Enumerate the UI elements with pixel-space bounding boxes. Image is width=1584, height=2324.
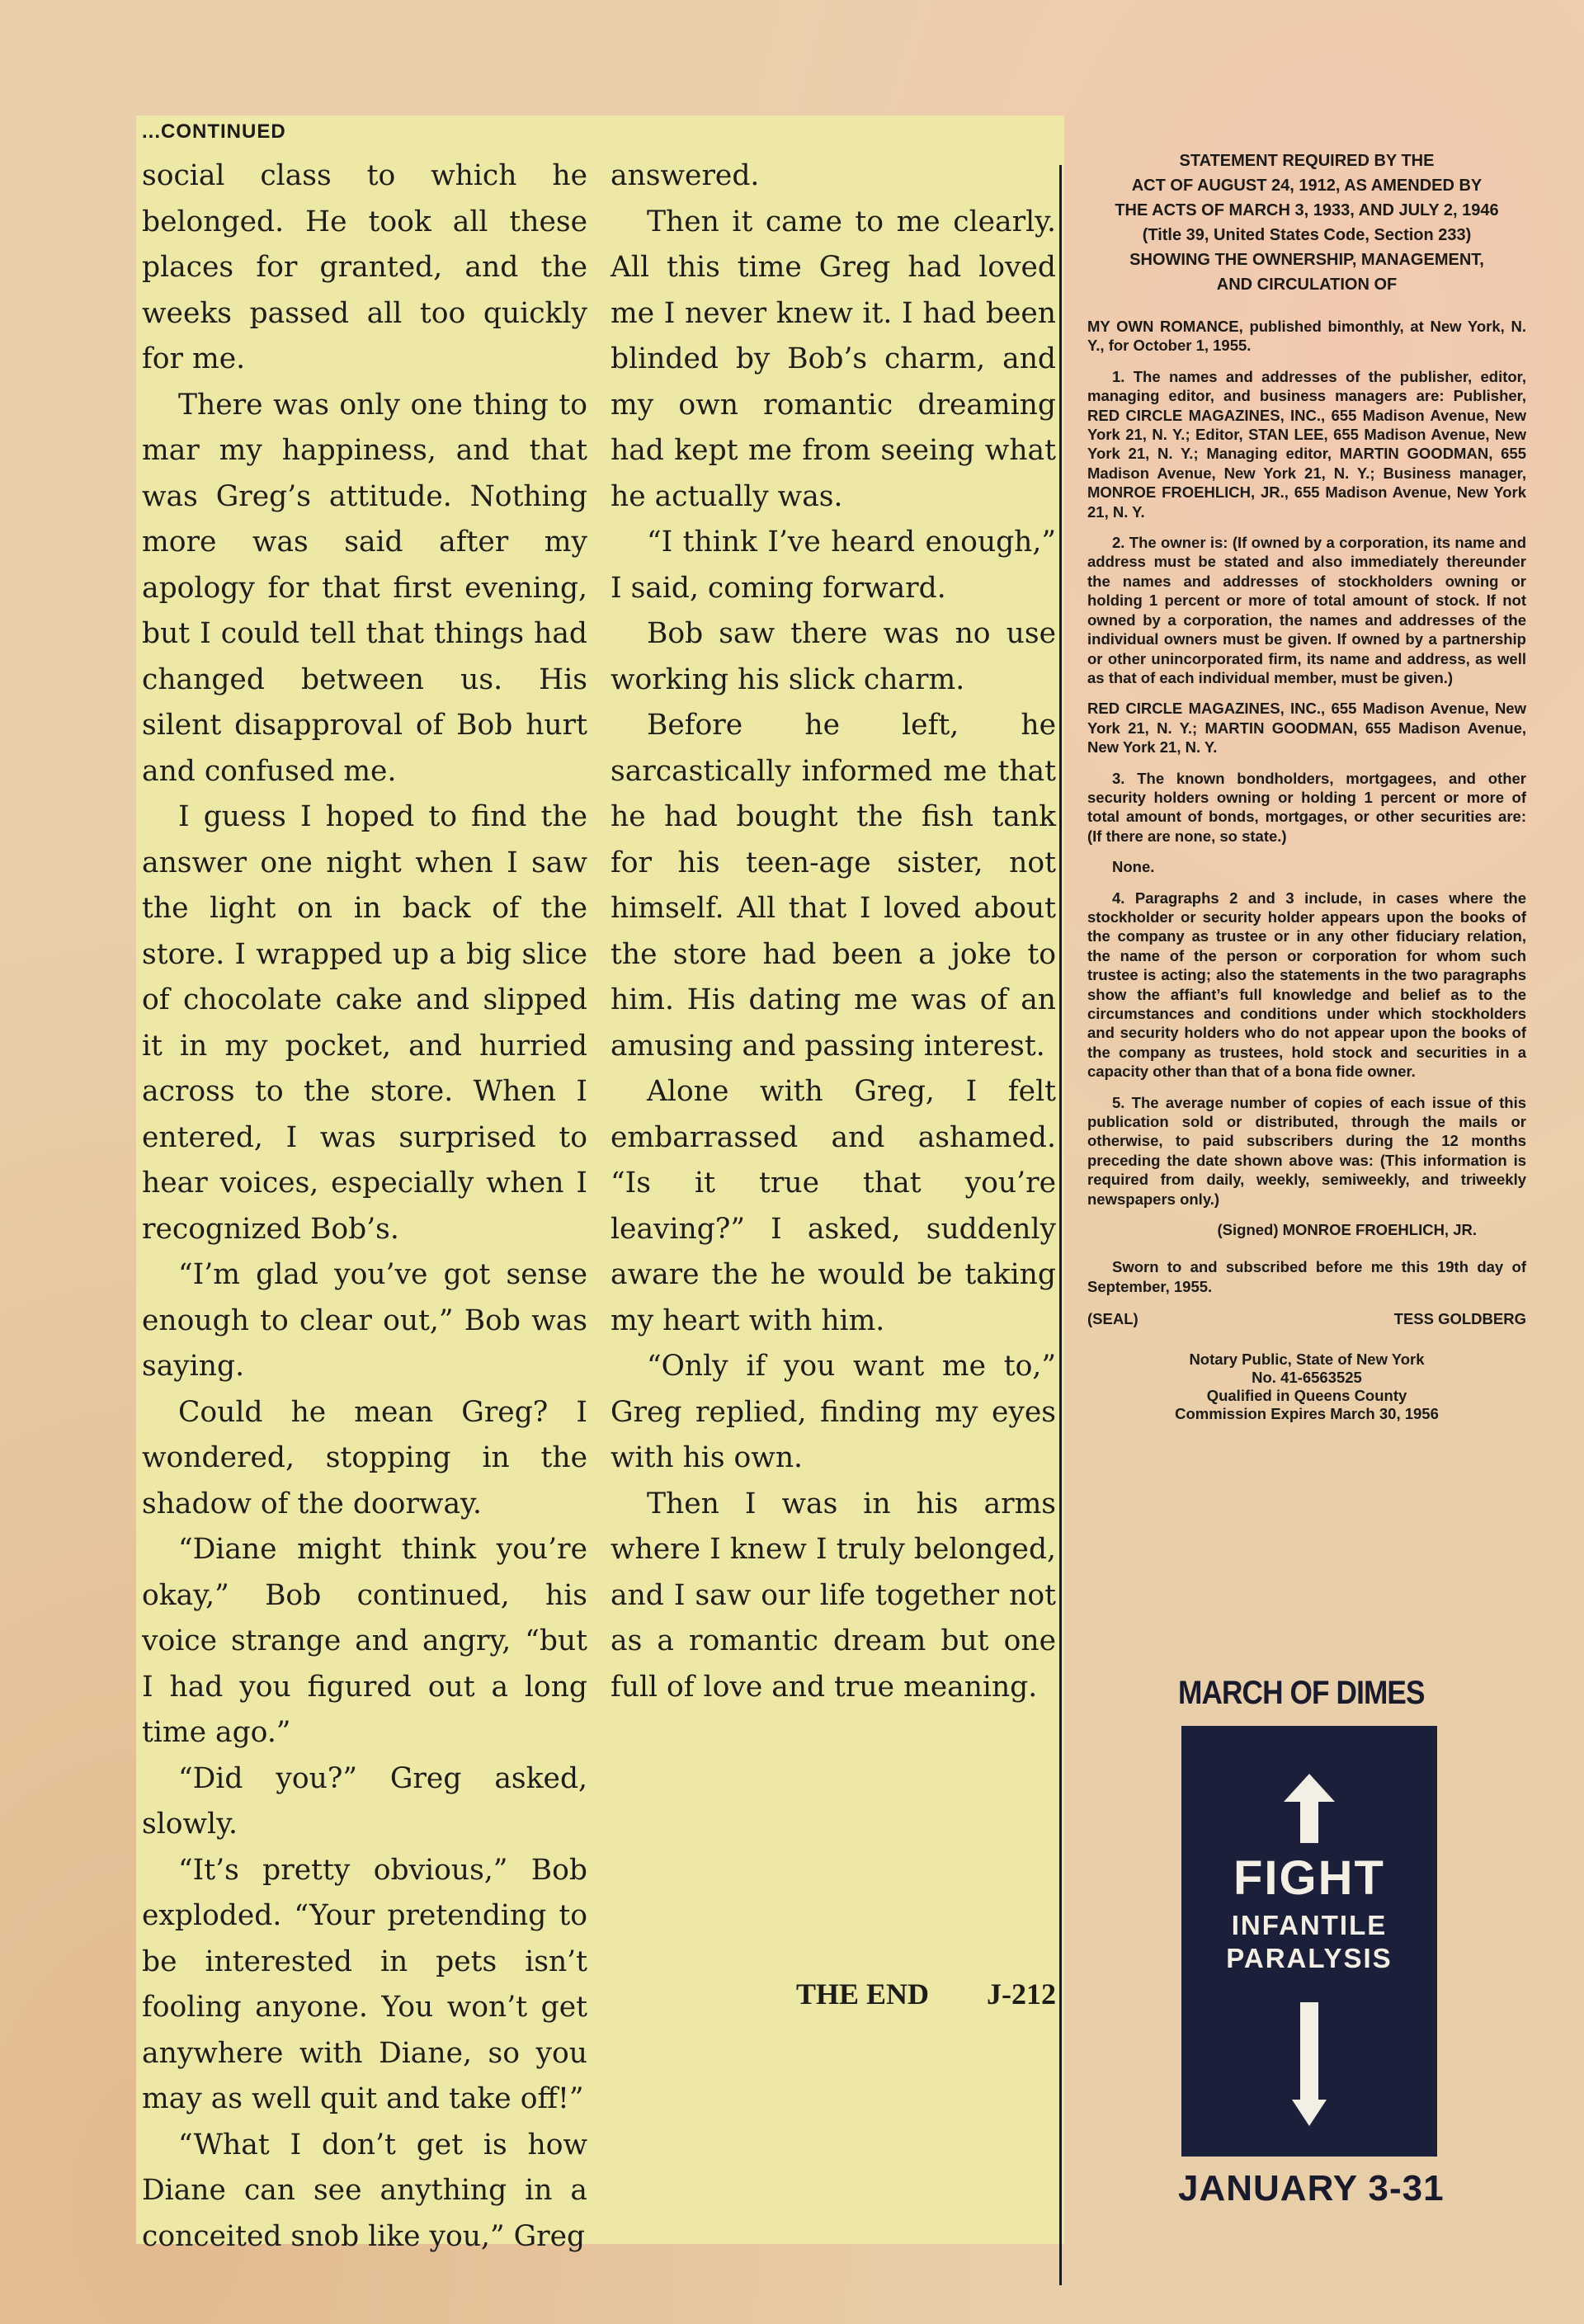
statement-sworn: Sworn to and subscribed before me this 19th day of September, 1955.: [1087, 1258, 1526, 1295]
notary-block: [1087, 1351, 1526, 1423]
ownership-statement: [1087, 148, 1526, 1423]
statement-heading: [1087, 148, 1526, 297]
notary-line: Notary Public, State of New York: [1189, 1350, 1425, 1368]
heading-line: AND CIRCULATION OF: [1216, 276, 1398, 294]
statement-none: None.: [1112, 858, 1155, 876]
up-arrow-icon: [1284, 1774, 1335, 1843]
seal-label: (SEAL): [1087, 1310, 1138, 1328]
heading-line: SHOWING THE OWNERSHIP, MANAGEMENT,: [1129, 251, 1484, 269]
story-column-2: [610, 153, 1056, 1710]
seal-row: [1087, 1309, 1526, 1328]
heading-line: (Title 39, United States Code, Section 233): [1142, 226, 1472, 244]
paragraph: “Did you?” Greg asked, slowly.: [142, 1761, 587, 1841]
notary-line: Commission Expires March 30, 1956: [1175, 1404, 1439, 1422]
ad-subtitle: [1181, 1909, 1437, 1975]
statement-owner: RED CIRCLE MAGAZINES, INC., 655 Madison Avenue, New York 21, N. Y.; MARTIN GOODMAN, 655 Madison Avenue, New York 21, N. Y.: [1087, 700, 1526, 757]
story-code: J-212: [987, 1978, 1056, 2011]
notary-line: Qualified in Queens County: [1206, 1386, 1407, 1404]
march-of-dimes-date: JANUARY 3-31: [1178, 2168, 1445, 2209]
statement-intro: MY OWN ROMANCE, published bimonthly, at New York, N. Y., for October 1, 1955.: [1087, 318, 1526, 355]
paragraph: Could he mean Greg? I wondered, stopping in the shadow of the doorway.: [142, 1395, 587, 1520]
statement-item-4: 4. Paragraphs 2 and 3 include, in cases where the stockholder or security holder appears upon the books of the company as trustee or in any other fiduciary relation, the name of the person or corporation for whom such trustee is acting; also the statements in the two paragraphs show the affiant’s full knowledge and belief as to the circumstances and conditions under which stockholders and security holders who do not appear upon the books of the company as trustees, hold stock and securities in a capacity other than that of a bona fide owner.: [1087, 889, 1526, 1081]
paragraph: “Diane might think you’re okay,” Bob continued, his voice strange and angry, “but I had you figured out a long time ago.”: [142, 1533, 587, 1749]
heading-line: STATEMENT REQUIRED BY THE: [1179, 152, 1435, 170]
paragraph: Bob saw there was no use working his slick charm.: [610, 617, 1056, 696]
march-of-dimes-title: MARCH OF DIMES: [1178, 1675, 1425, 1711]
statement-item-1: 1. The names and addresses of the publisher, editor, managing editor, and business managers are: Publisher, RED CIRCLE MAGAZINES, INC., 655 Madison Avenue, New York 21, N. Y.; Editor, STAN LEE, 655 Madison Avenue, New York 21, N. Y.; Managing editor, MARTIN GOODMAN, 655 Madison Avenue, New York 21, N. Y.; Business manager, MONROE FROEHLICH, JR., 655 Madison Avenue, New York 21, N. Y.: [1087, 367, 1526, 521]
story-end: [610, 1977, 1056, 2011]
paragraph: Then I was in his arms where I knew I truly belonged, and I saw our life together not as a romantic dream but one full of love and true meaning.: [610, 1487, 1056, 1704]
paragraph: Then it came to me clearly. All this time Greg had loved me I never knew it. I had been blinded by Bob’s charm, and my own romantic dreaming had kept me from seeing what he actually was.: [610, 205, 1056, 513]
notary-line: No. 41-6563525: [1252, 1368, 1362, 1386]
statement-item-5: 5. The average number of copies of each issue of this publication sold or distributed, through the mails or otherwise, to paid subscribers during the 12 months preceding the date shown above was: (This information is required from daily, weekly, semiweekly, and triweekly newspapers only.): [1087, 1093, 1526, 1208]
notary-name: TESS GOLDBERG: [1393, 1310, 1526, 1328]
heading-line: THE ACTS OF MARCH 3, 1933, AND JULY 2, 1946: [1115, 201, 1499, 219]
paragraph: answered.: [610, 159, 760, 192]
paragraph: social class to which he belonged. He took all these places for granted, and the weeks passed all too quickly for me.: [142, 159, 587, 375]
paragraph: There was only one thing to mar my happiness, and that was Greg’s attitude. Nothing more was said after my apology for that first evening, but I could tell that things had changed between us. His silent disapproval of Bob hurt and confused me.: [142, 388, 587, 788]
story-column-1: [142, 153, 587, 2260]
continued-label: ...CONTINUED: [142, 120, 286, 143]
column-divider: [1059, 165, 1062, 2285]
paragraph: “Only if you want me to,” Greg replied, finding my eyes with his own.: [610, 1350, 1056, 1474]
paragraph: Before he left, he sarcastically informed me that he had bought the fish tank for his teen-age sister, not himself. All that I loved about the store had been a joke to him. His dating me was of an amusing and passing interest.: [610, 709, 1056, 1063]
statement-item-3: 3. The known bondholders, mortgagees, and other security holders owning or holding 1 percent or more of total amount of bonds, mortgages, or other securities are: (If there are none, so state.): [1087, 769, 1526, 845]
paragraph: “I’m glad you’ve got sense enough to clear out,” Bob was saying.: [142, 1258, 587, 1383]
paragraph: “I think I’ve heard enough,” I said, coming forward.: [610, 526, 1056, 605]
statement-signature: (Signed) MONROE FROEHLICH, JR.: [1217, 1221, 1477, 1239]
paragraph: Alone with Greg, I felt embarrassed and ashamed. “Is it true that you’re leaving?” I asked, suddenly aware the he would be taking my heart with him.: [610, 1075, 1056, 1337]
fight-label: FIGHT: [1233, 1851, 1385, 1905]
paralysis-label: PARALYSIS: [1226, 1943, 1393, 1973]
paragraph: I guess I hoped to find the answer one night when I saw the light on in back of the store. I wrapped up a big slice of chocolate cake and slipped it in my pocket, and hurried across to the store. When I entered, I was surprised to hear voices, especially when I recognized Bob’s.: [142, 800, 587, 1246]
paragraph: “What I don’t get is how Diane can see anything in a conceited snob like you,” Greg: [142, 2128, 587, 2253]
statement-item-2: 2. The owner is: (If owned by a corporation, its name and address must be stated and also immediately thereunder the names and addresses of stockholders owning or holding 1 percent or more of total amount of stock. If not owned by a corporation, the names and addresses of the individual owners must be given. If owned by a partnership or other unincorporated firm, its name and address, as well as that of each individual member, must be given.): [1087, 534, 1526, 686]
heading-line: ACT OF AUGUST 24, 1912, AS AMENDED BY: [1131, 177, 1483, 195]
infantile-label: INFANTILE: [1231, 1910, 1388, 1940]
the-end-label: THE END: [795, 1978, 929, 2011]
down-arrow-icon: [1292, 2002, 1327, 2126]
march-of-dimes-ad: [1181, 1726, 1437, 2157]
paragraph: “It’s pretty obvious,” Bob exploded. “Your pretending to be interested in pets isn’t fooling anyone. You won’t get anywhere with Diane, so you may as well quit and take off!”: [142, 1853, 587, 2115]
